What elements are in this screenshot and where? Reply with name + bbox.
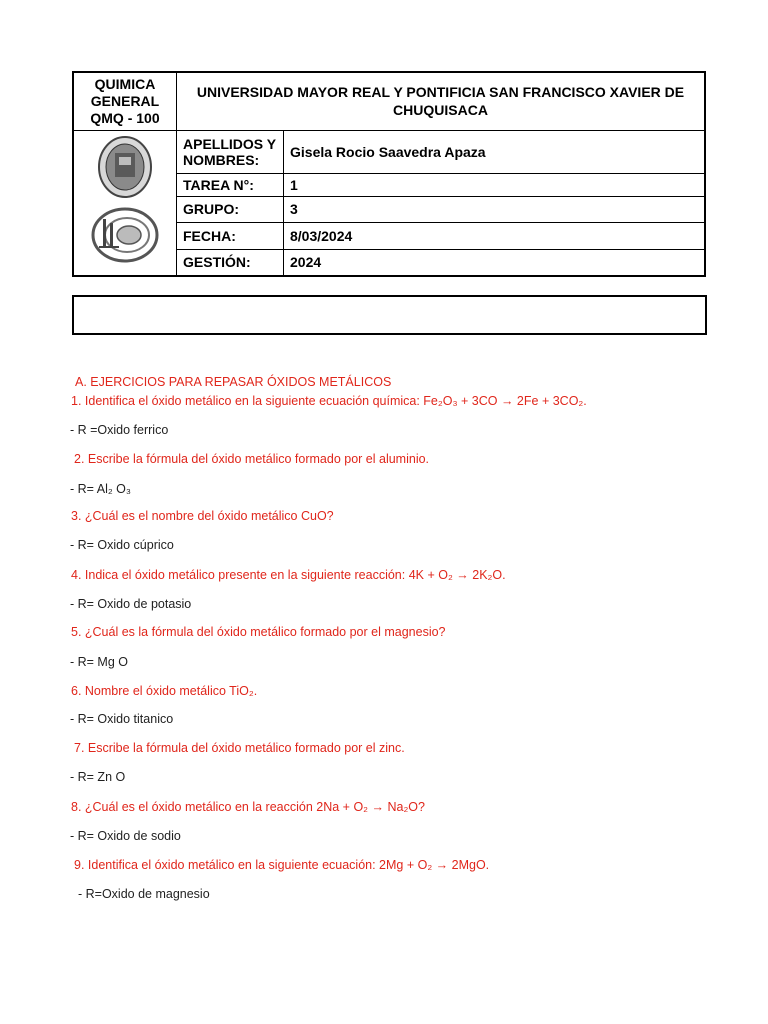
answer-7: - R= Zn O — [70, 770, 126, 784]
question-3: 3. ¿Cuál es el nombre del óxido metálico CuO? — [71, 509, 334, 523]
course-line-3: QMQ - 100 — [90, 109, 160, 126]
label-nombres: APELLIDOS Y NOMBRES: — [177, 130, 284, 173]
answer-5: - R= Mg O — [70, 655, 128, 669]
value-grupo: 3 — [284, 196, 706, 223]
label-gestion: GESTIÓN: — [177, 249, 284, 276]
answer-6: - R= Oxido titanico — [70, 712, 174, 726]
empty-title-box — [72, 295, 707, 335]
answer-8: - R= Oxido de sodio — [70, 829, 181, 843]
logos — [73, 130, 177, 276]
course-line-2: GENERAL — [90, 92, 160, 109]
university-name: UNIVERSIDAD MAYOR REAL Y PONTIFICIA SAN FRANCISCO XAVIER DE CHUQUISACA — [177, 72, 706, 130]
answer-9: - R=Oxido de magnesio — [78, 887, 210, 901]
course-title — [73, 72, 177, 130]
university-seal-icon — [83, 135, 167, 267]
question-4: 4. Indica el óxido metálico presente en la siguiente reacción: 4K + O₂ → 2K₂O. — [71, 568, 506, 582]
value-tarea: 1 — [284, 173, 706, 196]
label-fecha: FECHA: — [177, 223, 284, 250]
answer-2: - R= Al₂ O₃ — [70, 482, 131, 496]
value-gestion: 2024 — [284, 249, 706, 276]
question-6: 6. Nombre el óxido metálico TiO₂. — [71, 684, 258, 698]
label-grupo: GRUPO: — [177, 196, 284, 223]
answer-1: - R =Oxido ferrico — [70, 423, 169, 437]
question-1: 1. Identifica el óxido metálico en la siguiente ecuación química: Fe₂O₃ + 3CO → 2Fe + 3CO₂. — [71, 394, 587, 408]
header-table — [72, 71, 706, 277]
section-title: A. EJERCICIOS PARA REPASAR ÓXIDOS METÁLICOS — [75, 375, 392, 389]
value-nombres: Gisela Rocio Saavedra Apaza — [284, 130, 706, 173]
answer-3: - R= Oxido cúprico — [70, 538, 174, 552]
course-line-1: QUIMICA — [94, 75, 156, 92]
question-9: 9. Identifica el óxido metálico en la siguiente ecuación: 2Mg + O₂ → 2MgO. — [74, 858, 490, 872]
question-5: 5. ¿Cuál es la fórmula del óxido metálico formado por el magnesio? — [71, 625, 446, 639]
answer-4: - R= Oxido de potasio — [70, 597, 192, 611]
value-fecha: 8/03/2024 — [284, 223, 706, 250]
label-tarea: TAREA N°: — [177, 173, 284, 196]
question-2: 2. Escribe la fórmula del óxido metálico formado por el aluminio. — [74, 452, 430, 466]
question-8: 8. ¿Cuál es el óxido metálico en la reacción 2Na + O₂ → Na₂O? — [71, 800, 425, 814]
question-7: 7. Escribe la fórmula del óxido metálico formado por el zinc. — [74, 741, 405, 755]
